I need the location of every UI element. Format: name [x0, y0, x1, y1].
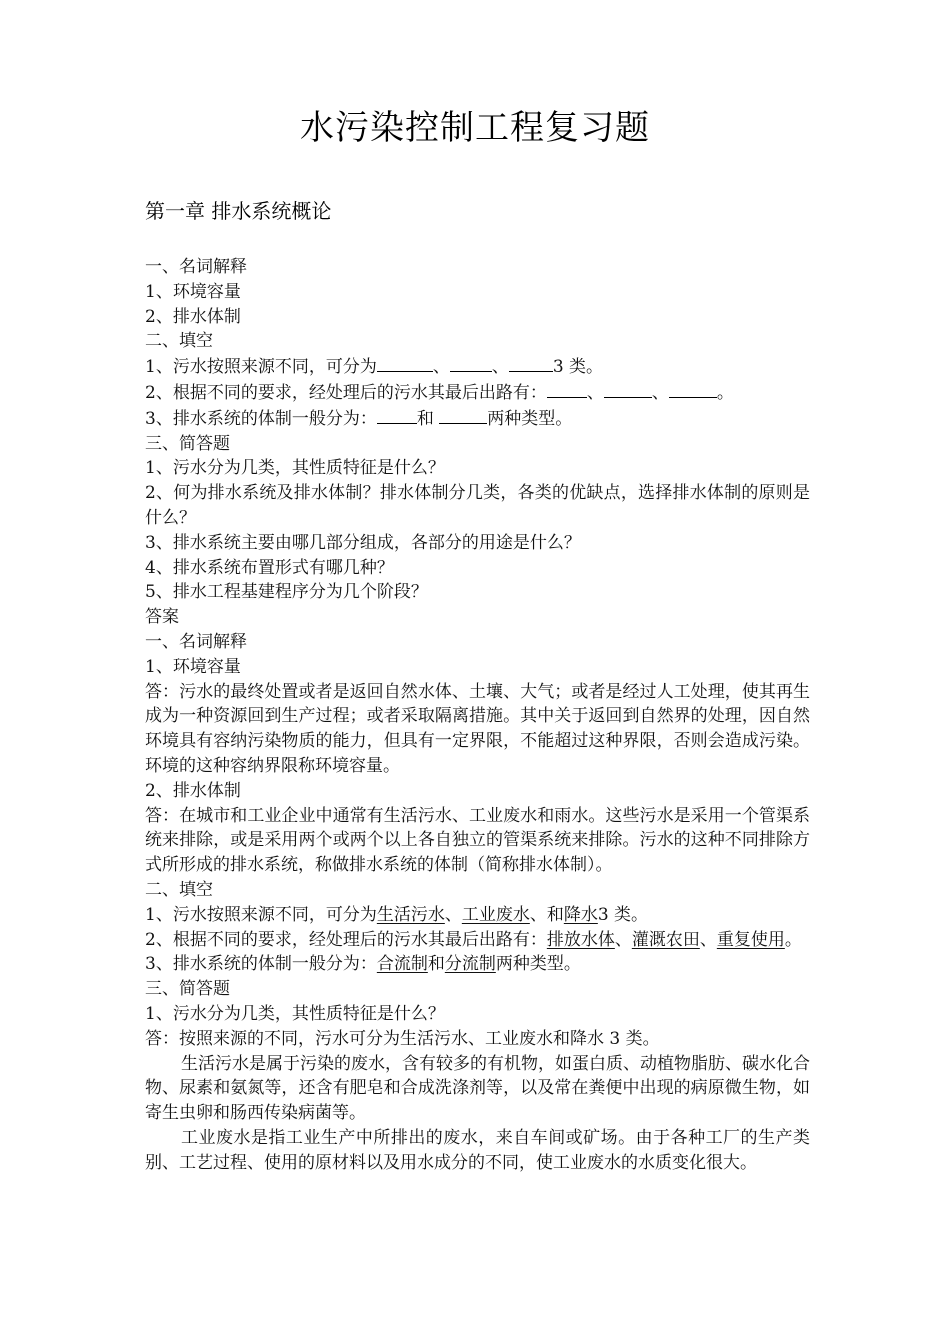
section-heading: 二、填空: [145, 879, 213, 900]
section-heading: 一、名词解释: [145, 631, 247, 652]
term-item: 1、环境容量: [145, 281, 241, 302]
answer-paragraph: 生活污水是属于污染的废水，含有较多的有机物，如蛋白质、动植物脂肪、碳水化合物、尿素和氨氮等，还含有肥皂和合成洗涤剂等，以及常在粪便中出现的病原微生物，如寄生虫卵和肠西传染病菌等。: [145, 1053, 810, 1124]
filled-answer: 工业废水: [461, 904, 530, 925]
section-heading: 二、填空: [145, 331, 213, 352]
chapter-heading: 第一章 排水系统概论: [145, 199, 332, 223]
answer-paragraph: 答：污水的最终处置或者是返回自然水体、土壤、大气；或者是经过人工处理，使其再生成为一种资源回到生产过程；或者采取隔离措施。其中关于返回到自然界的处理，因自然环境具有容纳污染物质的能力，但具有一定界限，不能超过这种界限，否则会造成污染。环境的这种容纳界限称环境容量。: [145, 681, 810, 776]
answer-blank: [604, 380, 652, 398]
answer-blank: [377, 406, 417, 424]
filled-answer: 合流制: [376, 954, 428, 975]
short-question: 3、排水系统主要由哪几部分组成，各部分的用途是什么？: [145, 532, 581, 553]
fill-question: 1、污水按照来源不同，可分为 、 、 3 类。: [145, 354, 810, 380]
answers-heading: 答案: [145, 607, 179, 628]
section-heading: 一、名词解释: [145, 257, 247, 277]
short-question: 1、污水分为几类，其性质特征是什么？: [145, 458, 445, 479]
section-heading: 三、简答题: [145, 433, 230, 454]
fill-answer: 3、排水系统的体制一般分为：合流制和分流制两种类型。: [145, 954, 581, 975]
answer-blank: [450, 354, 492, 372]
answer-paragraph: 答：在城市和工业企业中通常有生活污水、工业废水和雨水。这些污水是采用一个管渠系统来排除，或是采用两个或两个以上各自独立的管渠系统来排除。污水的这种不同排除方式所形成的排水系统，称做排水系统的体制（简称排水体制）。: [145, 805, 810, 876]
fill-question: 2、根据不同的要求，经处理后的污水其最后出路有： 、 、 。: [145, 380, 810, 406]
term-item: 2、排水体制: [145, 780, 241, 801]
answer-blank: [377, 354, 433, 372]
answer-paragraph: 答：按照来源的不同，污水可分为生活污水、工业废水和降水 3 类。: [145, 1028, 660, 1049]
short-question: 2、何为排水系统及排水体制？排水体制分几类，各类的优缺点，选择排水体制的原则是什么？: [145, 483, 810, 528]
short-question: 4、排水系统布置形式有哪几种？: [145, 557, 394, 578]
filled-answer: 生活污水: [376, 904, 445, 925]
term-item: 2、排水体制: [145, 306, 241, 327]
filled-answer: 灌溉农田: [631, 929, 700, 950]
short-question: 1、污水分为几类，其性质特征是什么？: [145, 1003, 445, 1024]
filled-answer: 排放水体: [546, 929, 615, 950]
document-body: [145, 255, 810, 1175]
term-item: 1、环境容量: [145, 656, 241, 677]
short-question: 5、排水工程基建程序分为几个阶段？: [145, 582, 428, 603]
section-heading: 三、简答题: [145, 979, 230, 1000]
filled-answer: 分流制: [444, 954, 496, 975]
fill-answer: 2、根据不同的要求，经处理后的污水其最后出路有：排放水体、灌溉农田、重复使用。: [145, 929, 802, 950]
answer-paragraph: 工业废水是指工业生产中所排出的废水，来自车间或矿场。由于各种工厂的生产类别、工艺过程、使用的原材料以及用水成分的不同，使工业废水的水质变化很大。: [145, 1127, 810, 1173]
answer-blank: [509, 354, 553, 372]
answer-blank: [669, 380, 717, 398]
filled-answer: 降水: [563, 904, 598, 925]
fill-answer: 1、污水按照来源不同，可分为生活污水、工业废水、和降水3 类。: [145, 904, 649, 925]
filled-answer: 重复使用: [716, 929, 785, 950]
answer-blank: [547, 380, 587, 398]
document-title: 水污染控制工程复习题: [300, 108, 650, 148]
fill-question: 3、排水系统的体制一般分为： 和 两种类型。: [145, 406, 810, 432]
answer-blank: [439, 406, 487, 424]
